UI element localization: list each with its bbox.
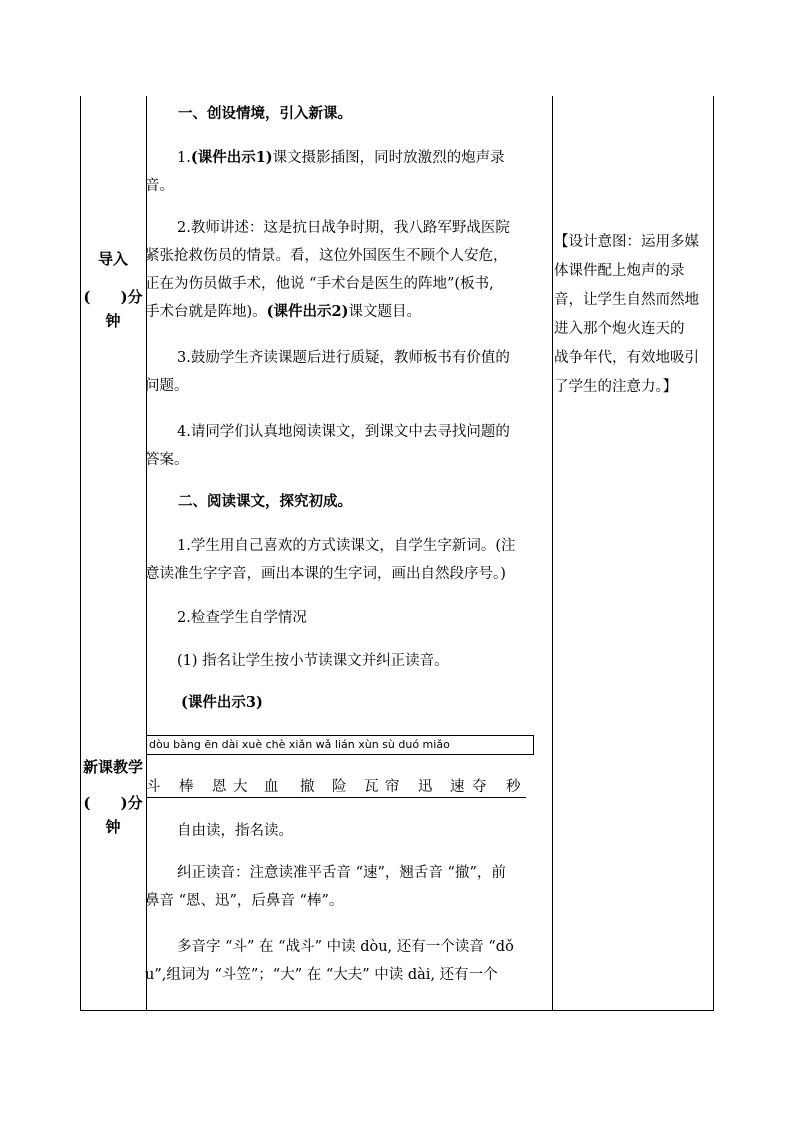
intro-label: 导入: [97, 250, 128, 268]
table-border-right: [713, 96, 714, 1011]
char-8: 瓦: [364, 779, 379, 795]
paragraph-1-prefix: 1.: [177, 150, 191, 166]
design-note: [554, 228, 712, 402]
design-note-line-3: 音，让学生自然而然地: [554, 292, 699, 308]
paragraph-10-line-1: 纠正读音：注意读准平舌音 “速”，翘舌音 “撤”，前: [177, 865, 506, 881]
new-lesson-label: 新课教学: [82, 758, 143, 776]
paragraph-5-line-1: 1.学生用自己喜欢的方式读课文，自学生字新词。(注: [177, 538, 516, 554]
paragraph-6: 2.检查学生自学情况: [177, 610, 307, 626]
paragraph-10-line-2: 鼻音 “恩、迅”，后鼻音 “棒”。: [145, 893, 344, 909]
table-border-left: [80, 96, 81, 1011]
paragraph-4: [145, 418, 555, 474]
design-note-line-6: 了学生的注意力。】: [554, 379, 678, 395]
char-5: 血: [264, 779, 279, 795]
char-3: 恩: [212, 779, 227, 795]
paragraph-4-line-2: 答案。: [145, 452, 189, 468]
new-lesson-time: ( )分: [83, 794, 143, 812]
char-13: 秒: [506, 779, 521, 795]
new-lesson-time-unit: 钟: [105, 818, 121, 836]
section-heading-2: 二、阅读课文，探究初成。: [178, 493, 352, 510]
paragraph-2-bold: (课件出示2): [266, 303, 349, 320]
char-12: 夺: [472, 779, 487, 795]
intro-time-unit: 钟: [105, 312, 121, 330]
table-border-bottom: [80, 1010, 714, 1011]
paragraph-2-line-4b: 课文题目。: [348, 304, 421, 320]
paragraph-1-bold: (课件出示1): [190, 149, 273, 166]
paragraph-9: 自由读，指名读。: [177, 823, 293, 839]
char-7: 险: [332, 779, 347, 795]
paragraph-2-line-2: 紧张抢救伤员的情景。看，这位外国医生不顾个人安危，: [145, 248, 508, 264]
char-6: 撤: [300, 779, 315, 795]
char-9: 帘: [385, 779, 400, 795]
paragraph-5-line-2: 意读准生字字音，画出本课的生字词，画出自然段序号。): [145, 566, 506, 582]
paragraph-3-line-2: 问题。: [145, 378, 189, 394]
paragraph-2-line-1: 2.教师讲述：这是抗日战争时期，我八路军野战医院: [177, 220, 510, 236]
char-10: 迅: [418, 779, 433, 795]
paragraph-11-line-2: u”,组词为 “斗笠”；“大” 在 “大夫” 中读 dài, 还有一个: [145, 967, 498, 983]
paragraph-1: [145, 144, 555, 200]
design-note-line-4: 进入那个炮火连天的: [554, 321, 685, 337]
paragraph-11: [145, 933, 555, 989]
courseware-3-label: (课件出示3): [181, 694, 263, 711]
pinyin-row: dòu bàng ēn dài xuè chè xiǎn wǎ lián xùn sù duó miǎo: [146, 735, 534, 755]
char-1: 斗: [146, 779, 161, 795]
paragraph-3-line-1: 3.鼓励学生齐读课题后进行质疑，教师板书有价值的: [177, 350, 510, 366]
paragraph-5: [145, 532, 555, 588]
paragraph-7: (1) 指名让学生按小节读课文并纠正读音。: [177, 653, 449, 669]
paragraph-1-line-2: 音。: [145, 178, 174, 194]
design-note-line-1: 【设计意图：运用多媒: [554, 234, 699, 250]
paragraph-2-line-3: 正在为伤员做手术，他说 “手术台是医生的阵地”(板书,: [145, 276, 494, 292]
design-note-line-2: 体课件配上炮声的录: [554, 263, 685, 279]
char-2: 棒: [179, 779, 194, 795]
char-11: 速: [450, 779, 465, 795]
paragraph-2-line-4a: 手术台就是阵地)。: [145, 304, 267, 320]
paragraph-3: [145, 344, 555, 400]
section-heading-1: 一、创设情境，引入新课。: [178, 105, 352, 122]
char-4: 大: [233, 779, 248, 795]
paragraph-10: [145, 859, 555, 915]
characters-row: [146, 777, 526, 798]
paragraph-4-line-1: 4.请同学们认真地阅读课文，到课文中去寻找问题的: [177, 424, 510, 440]
paragraph-11-line-1: 多音字 “斗” 在 “战斗” 中读 dòu, 还有一个读音 “dǒ: [177, 939, 514, 955]
design-note-line-5: 战争年代，有效地吸引: [554, 350, 699, 366]
intro-time: ( )分: [83, 288, 143, 306]
paragraph-2: [145, 214, 555, 326]
paragraph-1-line-1: 课文摄影插图，同时放激烈的炮声录: [272, 150, 505, 166]
